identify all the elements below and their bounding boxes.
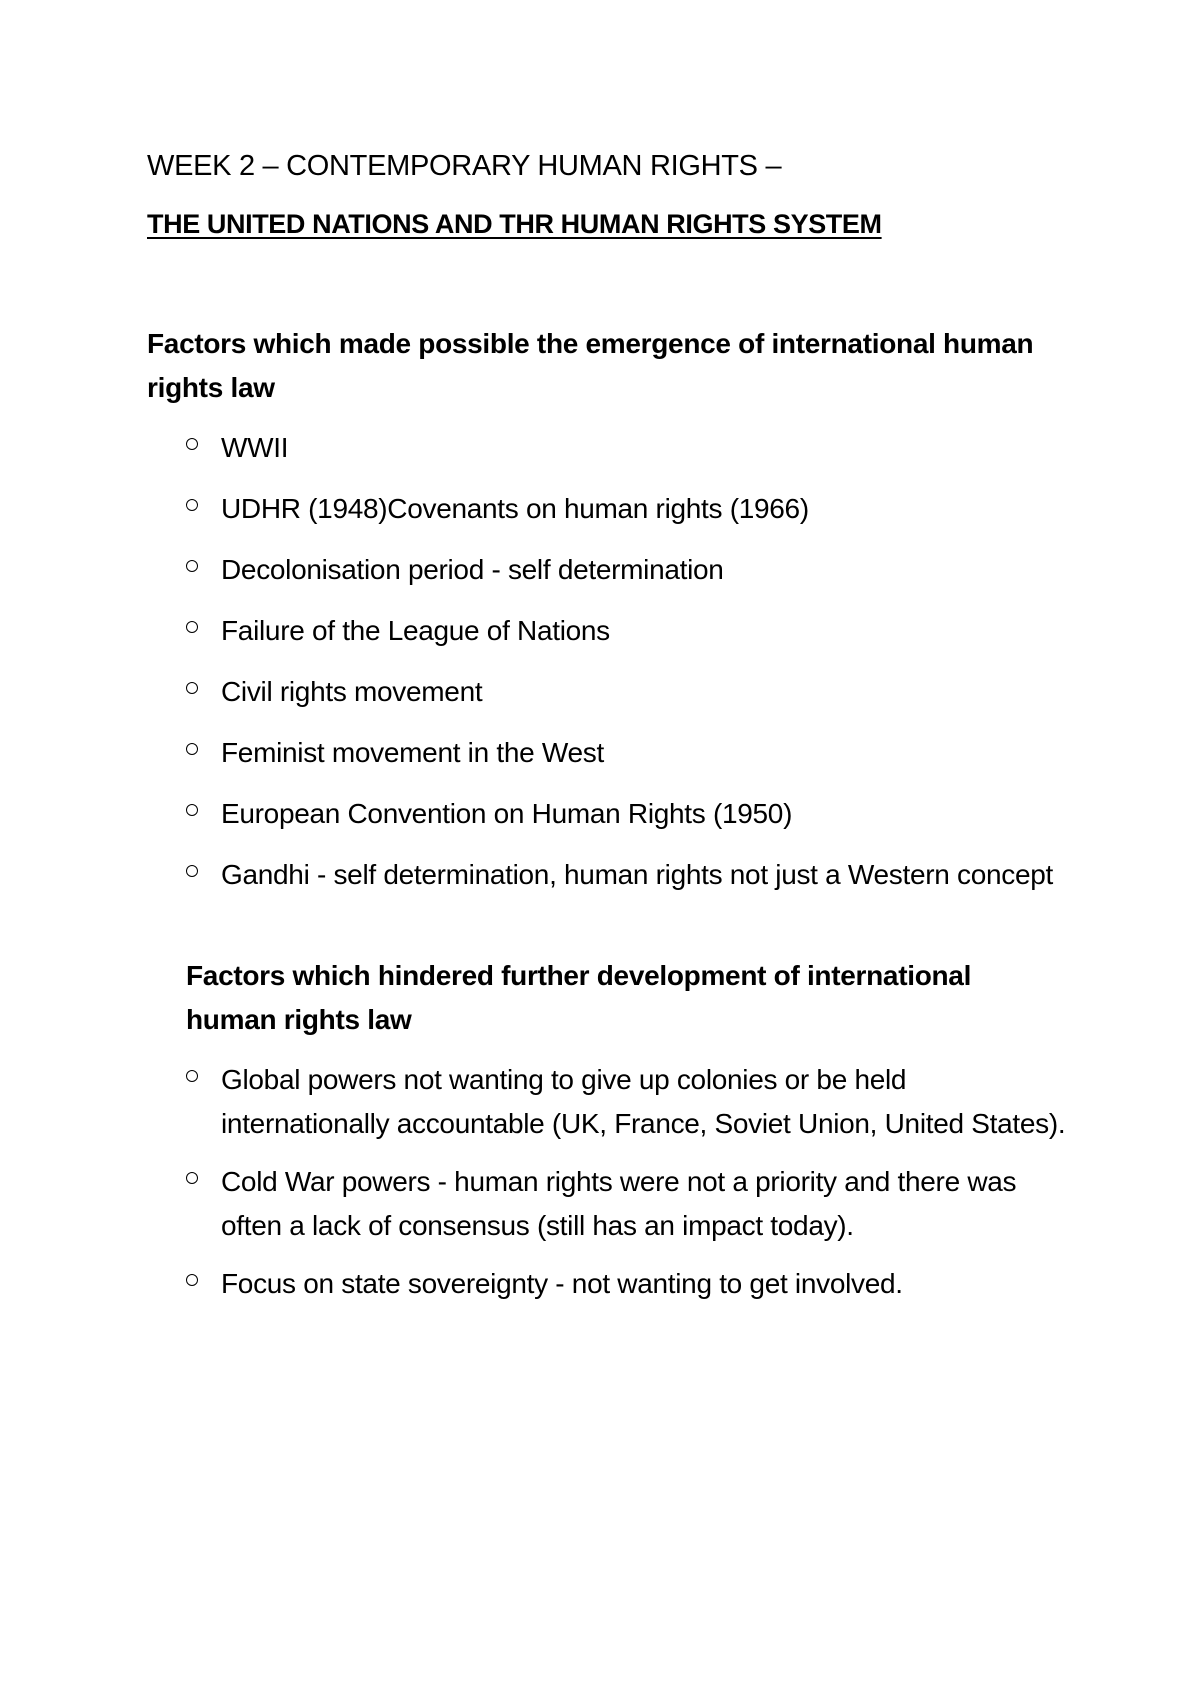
circle-bullet-icon xyxy=(186,1070,198,1082)
circle-bullet-icon xyxy=(186,743,198,755)
list-item-text: Civil rights movement xyxy=(221,676,483,707)
circle-bullet-icon xyxy=(186,1274,198,1286)
section-heading-hindrance: Factors which hindered further development of international human rights law xyxy=(186,960,972,1035)
list-item xyxy=(186,548,1066,592)
circle-bullet-icon xyxy=(186,499,198,511)
document-subtitle: THE UNITED NATIONS AND THR HUMAN RIGHTS SYSTEM xyxy=(147,209,882,239)
circle-bullet-icon xyxy=(186,682,198,694)
list-item-text: Gandhi - self determination, human rights not just a Western concept xyxy=(221,859,1053,890)
list-item xyxy=(186,609,1066,653)
list-item xyxy=(186,792,1066,836)
emergence-factors-list xyxy=(186,426,1066,914)
circle-bullet-icon xyxy=(186,804,198,816)
list-item xyxy=(186,1262,1066,1306)
list-item-text: Failure of the League of Nations xyxy=(221,615,610,646)
list-item-text: Global powers not wanting to give up colonies or be held internationally accountable (UK, France, Soviet Union, United States). xyxy=(221,1064,1066,1139)
list-item-text: European Convention on Human Rights (1950) xyxy=(221,798,793,829)
list-item-text: Focus on state sovereignty - not wanting to get involved. xyxy=(221,1268,903,1299)
list-item xyxy=(186,487,1066,531)
circle-bullet-icon xyxy=(186,621,198,633)
circle-bullet-icon xyxy=(186,560,198,572)
hindrance-factors-list xyxy=(186,1058,1066,1320)
list-item-text: Cold War powers - human rights were not a priority and there was often a lack of consensus (still has an impact today). xyxy=(221,1166,1017,1241)
list-item xyxy=(186,731,1066,775)
circle-bullet-icon xyxy=(186,438,198,450)
list-item-text: Decolonisation period - self determination xyxy=(221,554,724,585)
list-item xyxy=(186,426,1066,470)
list-item-text: WWII xyxy=(221,432,289,463)
list-item xyxy=(186,670,1066,714)
list-item xyxy=(186,853,1066,897)
list-item xyxy=(186,1058,1066,1146)
list-item xyxy=(186,1160,1066,1248)
list-item-text: UDHR (1948)Covenants on human rights (1966) xyxy=(221,493,809,524)
circle-bullet-icon xyxy=(186,865,198,877)
section-heading-emergence: Factors which made possible the emergence of international human rights law xyxy=(147,328,1034,403)
document-title: WEEK 2 – CONTEMPORARY HUMAN RIGHTS – xyxy=(147,150,782,182)
list-item-text: Feminist movement in the West xyxy=(221,737,604,768)
circle-bullet-icon xyxy=(186,1172,198,1184)
